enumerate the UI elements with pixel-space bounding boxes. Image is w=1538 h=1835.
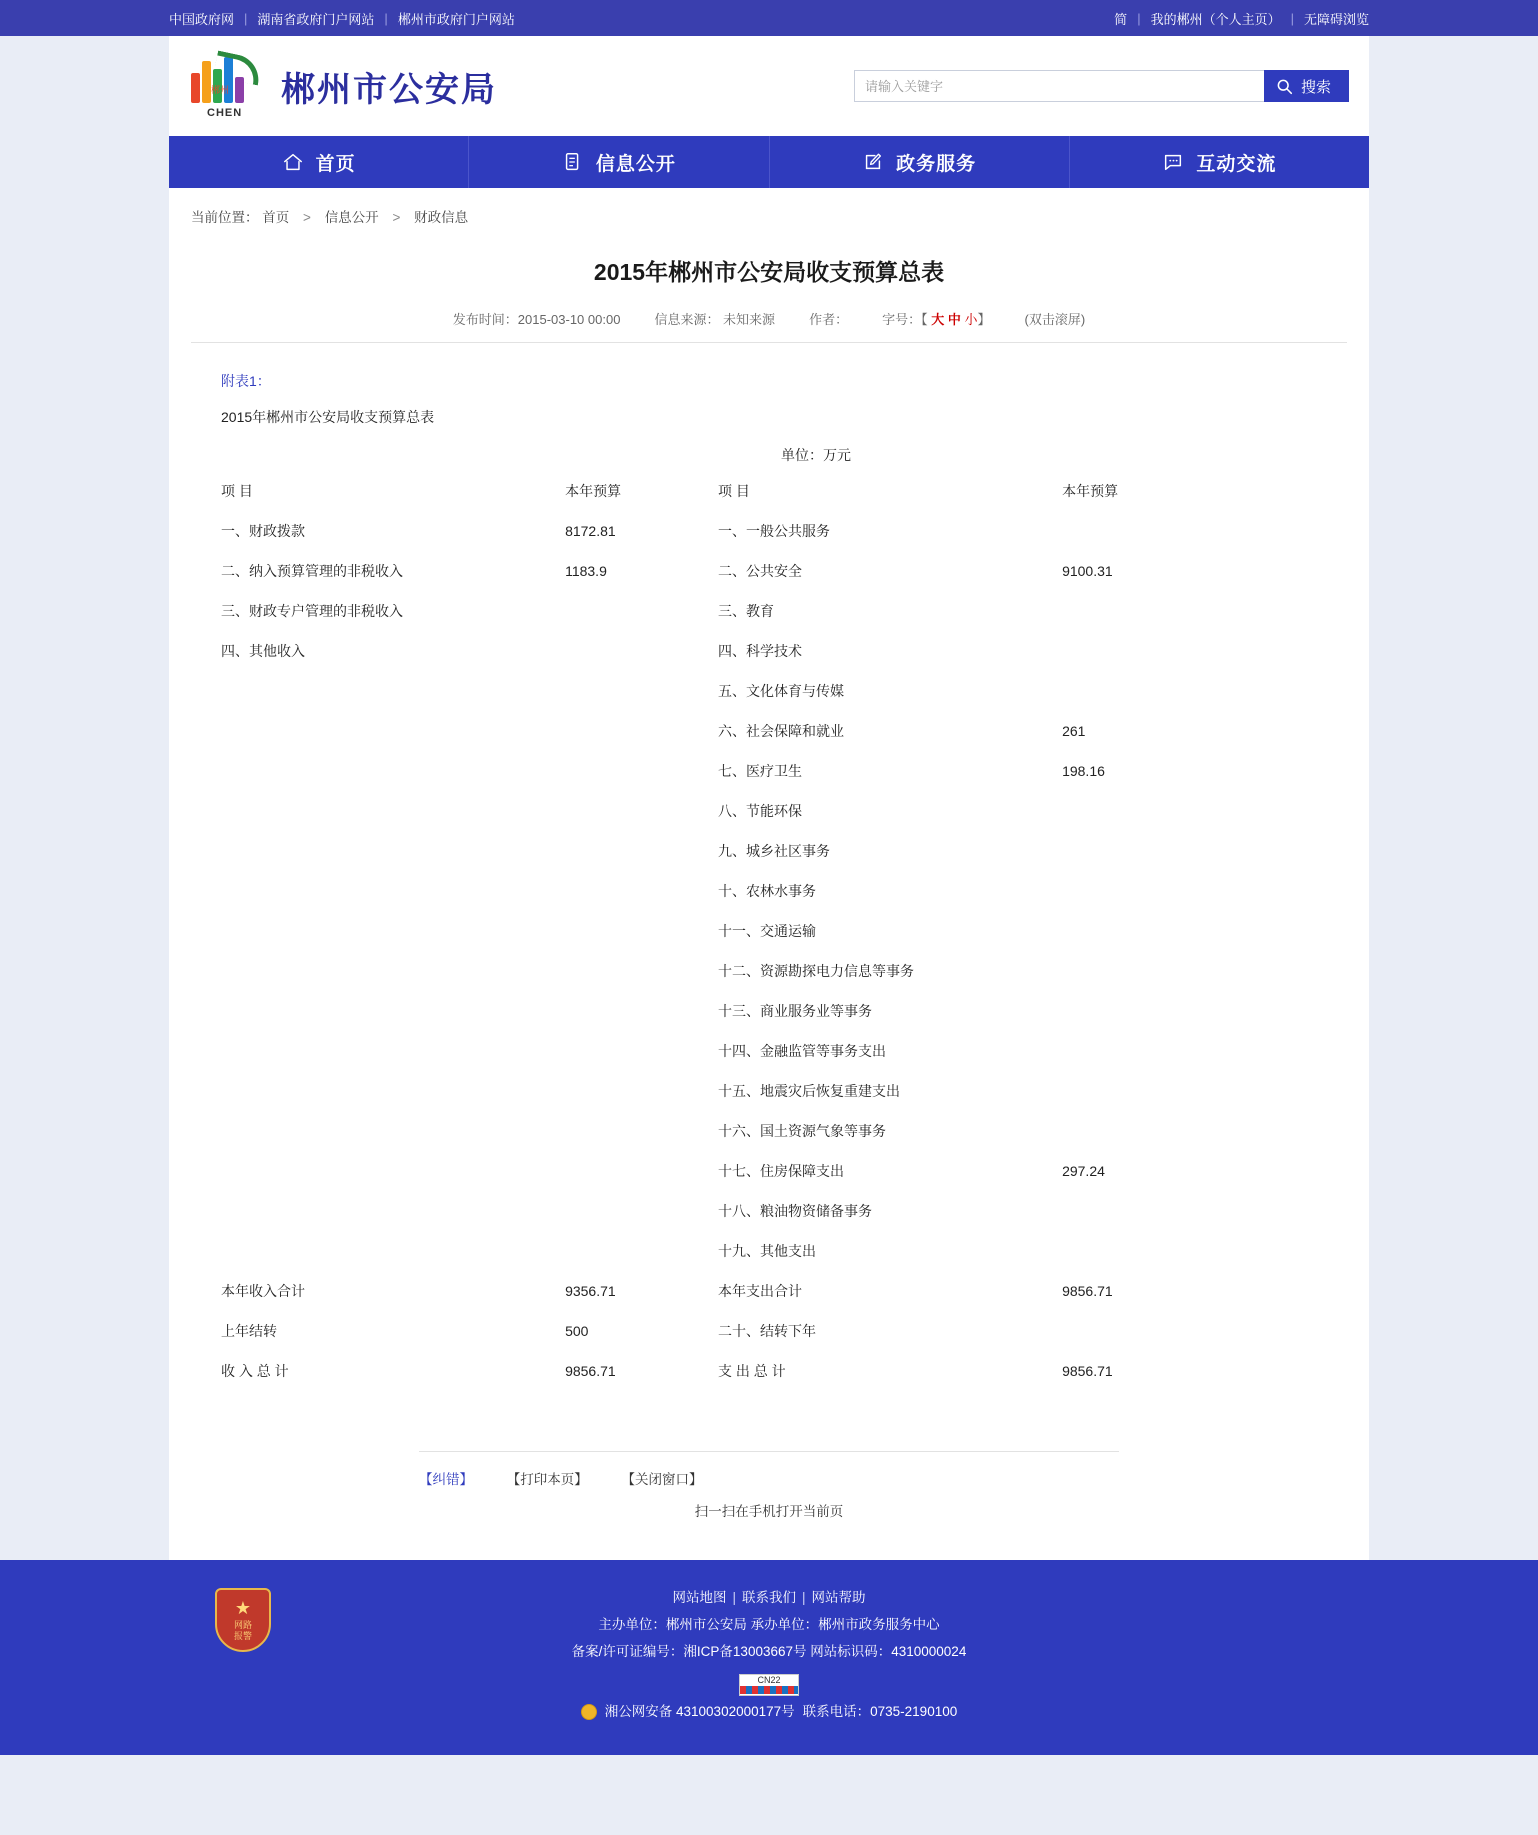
footer-links: 网站地图 | 联系我们 | 网站帮助 — [672, 1590, 866, 1605]
table-row — [221, 591, 1317, 631]
link-my-chenzhou[interactable]: 我的郴州（个人主页） — [1150, 11, 1281, 27]
breadcrumb-item-home[interactable]: 首页 — [262, 210, 290, 225]
page-title: 2015年郴州市公安局收支预算总表 — [593, 259, 945, 285]
cell-expense-value — [1062, 831, 1317, 871]
footer-organizer: 主办单位：郴州市公安局 承办单位：郴州市政务服务中心 — [598, 1617, 940, 1632]
cell-expense-item: 十三、商业服务业等事务 — [718, 1003, 872, 1019]
site-title: 郴州市公安局 — [281, 70, 497, 109]
author: 作者： — [809, 312, 849, 327]
public-security-record-link[interactable]: 湘公网安备 43100302000177号 — [604, 1704, 795, 1719]
cell-expense-value — [1062, 1071, 1317, 1111]
cell-expense-item: 十、农林水事务 — [718, 883, 816, 899]
cell-expense-value — [1062, 911, 1317, 951]
cell-expense-item: 二十、结转下年 — [718, 1323, 816, 1339]
home-icon — [282, 151, 304, 173]
cell-income-value — [565, 911, 718, 951]
qr-hint: 扫一扫在手机打开当前页 — [694, 1504, 844, 1519]
nav-item-interaction[interactable] — [1070, 136, 1369, 188]
cell-income-item: 一、财政拨款 — [221, 523, 305, 539]
cell-expense-value: 9856.71 — [1062, 1363, 1113, 1379]
table-row — [221, 791, 1317, 831]
cell-income-item — [221, 1231, 565, 1271]
table-row — [221, 1191, 1317, 1231]
table-row — [221, 1231, 1317, 1271]
cell-expense-value — [1062, 511, 1317, 551]
link-hunan-gov[interactable]: 湖南省政府门户网站 — [257, 11, 375, 27]
cell-expense-item: 十五、地震灾后恢复重建支出 — [718, 1083, 900, 1099]
font-size-medium-button[interactable]: 中 — [947, 312, 961, 327]
table-row — [221, 711, 1317, 751]
cell-expense-value — [1062, 1111, 1317, 1151]
table-row — [221, 1031, 1317, 1071]
cell-expense-item: 三、教育 — [718, 603, 774, 619]
table-row — [221, 551, 1317, 591]
cell-expense-value — [1062, 1031, 1317, 1071]
cell-income-value — [565, 991, 718, 1031]
cell-expense-value: 9100.31 — [1062, 563, 1113, 579]
table-row — [221, 631, 1317, 671]
footer-text — [572, 1584, 967, 1725]
cell-income-item — [221, 711, 565, 751]
cell-income-item — [221, 751, 565, 791]
cell-income-item — [221, 1111, 565, 1151]
cell-income-value: 9356.71 — [565, 1283, 616, 1299]
link-simplified[interactable]: 简 — [1114, 11, 1128, 27]
cell-expense-item: 八、节能环保 — [718, 803, 802, 819]
cell-income-value: 9856.71 — [565, 1363, 616, 1379]
contact-link[interactable]: 联系我们 — [742, 1590, 796, 1605]
attachment-label: 附表1： — [221, 373, 271, 389]
cell-income-value: 500 — [565, 1323, 589, 1339]
cell-income-value — [565, 591, 718, 631]
badge-text-line2: 报警 — [233, 1630, 252, 1641]
site-logo[interactable] — [189, 53, 497, 119]
header-income-budget: 本年预算 — [565, 483, 622, 499]
table-row — [221, 1111, 1317, 1151]
cell-expense-value — [1062, 671, 1317, 711]
nav-item-home[interactable] — [169, 136, 469, 188]
cell-expense-item: 七、医疗卫生 — [718, 763, 802, 779]
cell-income-item — [221, 871, 565, 911]
page-container — [169, 36, 1369, 1560]
cell-expense-value — [1062, 1231, 1317, 1271]
top-right-links — [1114, 9, 1369, 28]
nav-label-government-services: 政务服务 — [896, 153, 977, 175]
cell-expense-item: 六、社会保障和就业 — [718, 723, 844, 739]
cell-income-value — [565, 751, 718, 791]
cell-expense-value — [1062, 591, 1317, 631]
table-row — [221, 1351, 1317, 1391]
divider: | — [244, 10, 248, 26]
cell-expense-item: 十六、国土资源气象等事务 — [718, 1123, 886, 1139]
table-row — [221, 511, 1317, 551]
link-accessibility[interactable]: 无障碍浏览 — [1303, 11, 1369, 27]
table-row — [221, 1071, 1317, 1111]
cell-expense-value — [1062, 791, 1317, 831]
cell-income-value — [565, 951, 718, 991]
chat-icon — [1162, 151, 1184, 173]
print-page-link[interactable]: 【打印本页】 — [506, 1472, 588, 1487]
font-size-label: 字号： — [882, 312, 922, 327]
police-badge-icon: ★ 网路 报警 — [215, 1588, 277, 1658]
cell-expense-item: 九、城乡社区事务 — [718, 843, 830, 859]
cell-income-value — [565, 671, 718, 711]
font-size-control — [882, 309, 990, 328]
cell-income-value — [565, 1031, 718, 1071]
search-box — [854, 70, 1349, 102]
table-row — [221, 831, 1317, 871]
cell-expense-value — [1062, 991, 1317, 1031]
cell-expense-item: 一、一般公共服务 — [718, 523, 830, 539]
font-size-large-button[interactable]: 大 — [931, 312, 945, 327]
table-row — [221, 911, 1317, 951]
chenzhou-logo-icon — [189, 53, 267, 119]
font-size-small-button[interactable]: 小 — [964, 312, 978, 327]
cell-income-item — [221, 1031, 565, 1071]
table-row — [221, 1311, 1317, 1351]
footer-cn22-badge — [572, 1665, 967, 1698]
search-input[interactable] — [854, 70, 1264, 102]
top-left-links — [169, 9, 515, 28]
cell-expense-value — [1062, 631, 1317, 671]
cell-expense-item: 十七、住房保障支出 — [718, 1163, 844, 1179]
report-error-link[interactable]: 【纠错】 — [419, 1472, 473, 1487]
cell-expense-value — [1062, 951, 1317, 991]
divider: | — [1137, 10, 1141, 26]
footer-bottom-line — [572, 1698, 967, 1725]
cell-expense-value — [1062, 1191, 1317, 1231]
breadcrumb — [169, 188, 1369, 236]
cell-income-value — [565, 1071, 718, 1111]
cell-income-item: 上年结转 — [221, 1323, 277, 1339]
search-button-label: 搜索 — [1300, 78, 1331, 96]
top-utility-bar — [0, 0, 1538, 36]
cell-income-item: 收 入 总 计 — [221, 1363, 289, 1379]
badge-text-line1: 网路 — [233, 1620, 252, 1630]
article-footer-links — [419, 1451, 1119, 1520]
footer-tel: 联系电话：0735-2190100 — [802, 1704, 958, 1719]
cell-income-item — [221, 911, 565, 951]
cell-income-item — [221, 1071, 565, 1111]
cell-income-item: 四、其他收入 — [221, 643, 305, 659]
help-link[interactable]: 网站帮助 — [811, 1590, 866, 1605]
cell-expense-item: 五、文化体育与传媒 — [718, 683, 844, 699]
cell-income-value — [565, 871, 718, 911]
cell-income-value — [565, 1111, 718, 1151]
table-row — [221, 991, 1317, 1031]
article — [169, 254, 1369, 1560]
cell-expense-item: 支 出 总 计 — [718, 1363, 786, 1379]
table-row — [221, 871, 1317, 911]
cell-income-item — [221, 991, 565, 1031]
logo-cn-text: 郴州 — [211, 85, 230, 95]
cell-income-value — [565, 631, 718, 671]
table-row — [221, 951, 1317, 991]
close-window-link[interactable]: 【关闭窗口】 — [621, 1472, 703, 1487]
logo-en-text: CHEN — [207, 107, 243, 119]
sitemap-link[interactable]: 网站地图 — [672, 1590, 727, 1605]
nav-label-home: 首页 — [315, 153, 356, 175]
cell-expense-value — [1062, 1311, 1317, 1351]
nav-item-information-disclosure[interactable] — [469, 136, 769, 188]
header-expense-budget: 本年预算 — [1062, 483, 1119, 499]
link-china-gov[interactable]: 中国政府网 — [169, 11, 235, 27]
breadcrumb-prefix: 当前位置： — [191, 210, 259, 225]
table-header-row — [221, 471, 1317, 511]
cell-income-item — [221, 1151, 565, 1191]
document-icon — [562, 151, 584, 173]
document-subtitle: 2015年郴州市公安局收支预算总表 — [221, 409, 435, 425]
cell-expense-item: 十一、交通运输 — [718, 923, 816, 939]
link-chenzhou-gov[interactable]: 郴州市政府门户网站 — [397, 11, 515, 27]
divider: | — [1290, 10, 1294, 26]
cell-income-item — [221, 791, 565, 831]
auto-scroll-hint[interactable]: (双击滚屏) — [1024, 312, 1086, 327]
cell-expense-value: 9856.71 — [1062, 1283, 1113, 1299]
table-row — [221, 1151, 1317, 1191]
cell-expense-item: 十八、粮油物资储备事务 — [718, 1203, 872, 1219]
cell-expense-value: 261 — [1062, 723, 1086, 739]
cell-income-item — [221, 951, 565, 991]
cell-income-item — [221, 1191, 565, 1231]
unit-label: 单位：万元 — [781, 447, 851, 463]
pen-square-icon — [862, 151, 884, 173]
breadcrumb-separator: > — [303, 210, 311, 225]
nav-label-interaction: 互动交流 — [1196, 153, 1277, 175]
cell-expense-item: 二、公共安全 — [718, 563, 802, 579]
table-row — [221, 1271, 1317, 1311]
cell-income-value: 8172.81 — [565, 523, 616, 539]
cell-expense-item: 四、科学技术 — [718, 643, 802, 659]
divider: | — [384, 10, 388, 26]
article-body — [191, 343, 1347, 1391]
footer-icp: 备案/许可证编号：湘ICP备13003667号 网站标识码：4310000024 — [571, 1644, 967, 1659]
budget-table — [221, 471, 1317, 1391]
cell-expense-item: 十四、金融监管等事务支出 — [718, 1043, 886, 1059]
site-footer — [0, 1560, 1538, 1755]
cell-income-value — [565, 1231, 718, 1271]
main-nav — [169, 136, 1369, 188]
table-row — [221, 671, 1317, 711]
cell-income-value — [565, 791, 718, 831]
site-header — [169, 36, 1369, 136]
cell-expense-item: 十二、资源勘探电力信息等事务 — [718, 963, 914, 979]
cell-income-item — [221, 831, 565, 871]
search-button[interactable] — [1264, 70, 1349, 102]
breadcrumb-item-financial-information[interactable]: 财政信息 — [414, 210, 469, 225]
cn22-label: CN22 — [757, 1675, 781, 1685]
breadcrumb-separator: > — [392, 210, 401, 225]
cell-expense-value — [1062, 871, 1317, 911]
cell-income-item: 本年收入合计 — [221, 1283, 305, 1299]
breadcrumb-item-information-disclosure[interactable]: 信息公开 — [324, 210, 379, 225]
cell-income-value — [565, 831, 718, 871]
cell-income-item: 三、财政专户管理的非税收入 — [221, 603, 403, 619]
cell-expense-item: 本年支出合计 — [718, 1283, 802, 1299]
bracket-left: 【 — [921, 312, 928, 327]
nav-label-information-disclosure: 信息公开 — [595, 153, 676, 175]
table-row — [221, 751, 1317, 791]
cell-income-item: 二、纳入预算管理的非税收入 — [221, 563, 403, 579]
cell-income-value — [565, 1191, 718, 1231]
nav-item-government-services[interactable] — [770, 136, 1070, 188]
cell-expense-value: 297.24 — [1062, 1163, 1105, 1179]
article-meta — [191, 309, 1347, 343]
header-expense-item: 项 目 — [718, 483, 750, 499]
cell-income-value: 1183.9 — [565, 563, 607, 579]
search-icon — [1276, 78, 1293, 95]
cell-income-value — [565, 1151, 718, 1191]
bracket-right: 】 — [977, 312, 991, 327]
cell-income-item — [221, 671, 565, 711]
publish-time: 发布时间：2015-03-10 00:00 — [452, 312, 621, 327]
source: 信息来源： 未知来源 — [654, 312, 776, 327]
header-income-item: 项 目 — [221, 483, 253, 499]
cell-expense-item: 十九、其他支出 — [718, 1243, 816, 1259]
cell-income-value — [565, 711, 718, 751]
cell-expense-value: 198.16 — [1062, 763, 1105, 779]
police-seal-icon — [581, 1704, 597, 1720]
